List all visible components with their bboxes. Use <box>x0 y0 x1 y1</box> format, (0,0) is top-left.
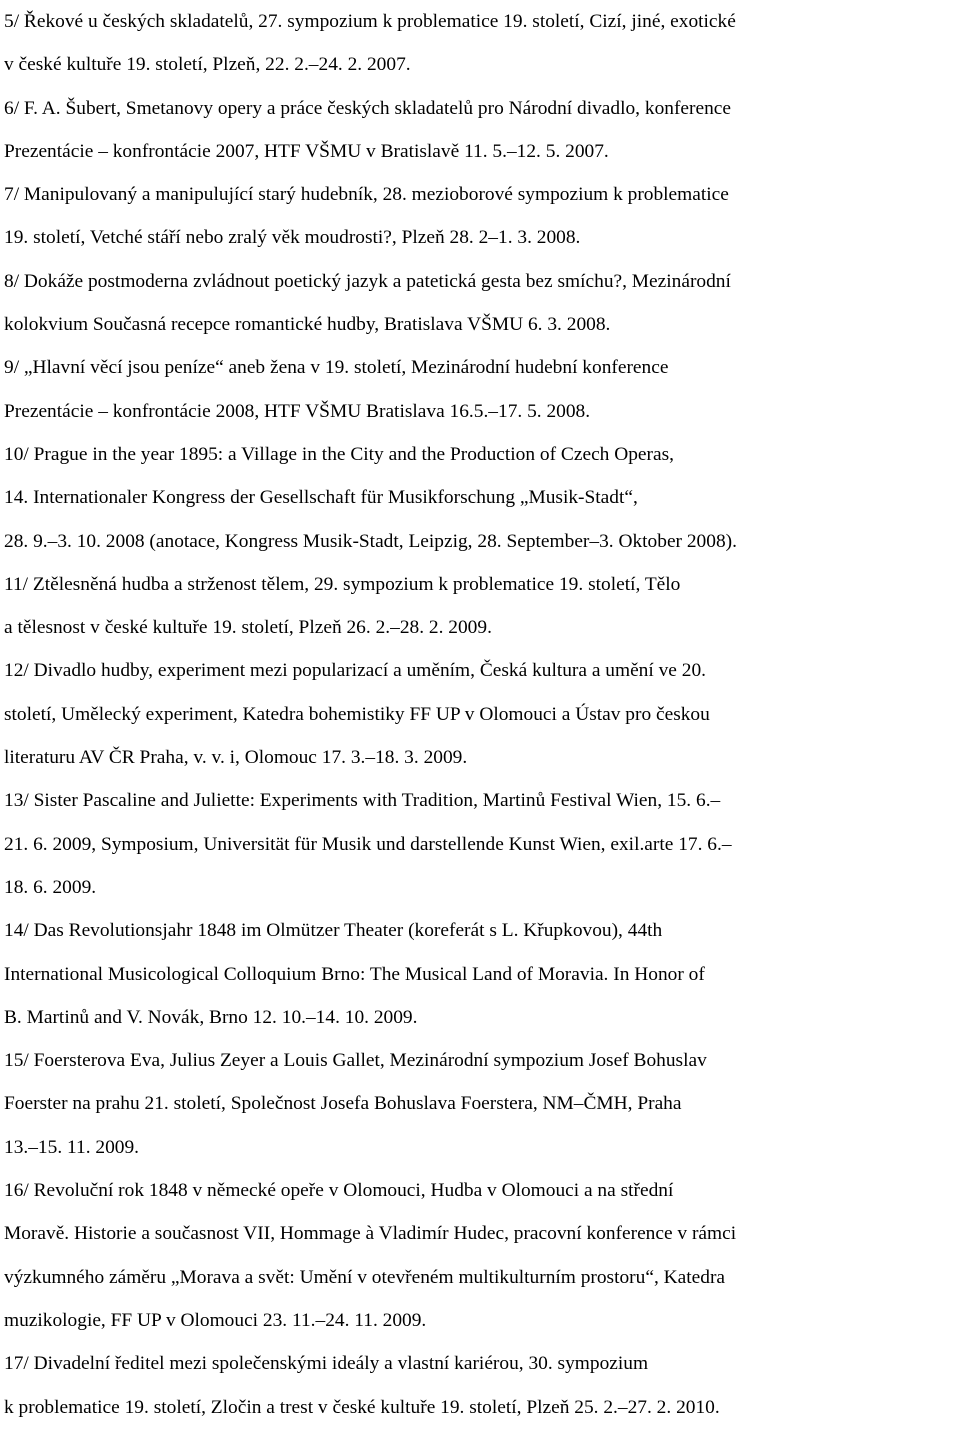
entry-line: 16/ Revoluční rok 1848 v německé opeře v Olomouci, Hudba v Olomouci a na střední <box>4 1180 674 1202</box>
entry-line: 15/ Foersterova Eva, Julius Zeyer a Louis Gallet, Mezinárodní sympozium Josef Bohuslav <box>4 1050 707 1072</box>
document-page <box>4 0 958 1429</box>
entry-13 <box>4 779 958 909</box>
entry-12 <box>4 649 958 779</box>
entry-14 <box>4 909 958 1039</box>
entry-line: 17/ Divadelní ředitel mezi společenskými ideály a vlastní kariérou, 30. sympozium <box>4 1353 649 1375</box>
entry-line: 14. Internationaler Kongress der Gesellschaft für Musikforschung „Musik-Stadt“, <box>4 487 638 509</box>
entry-line: kolokvium Současná recepce romantické hudby, Bratislava VŠMU 6. 3. 2008. <box>4 314 611 336</box>
entry-10 <box>4 433 958 563</box>
entry-line: Moravě. Historie a současnost VII, Hommage à Vladimír Hudec, pracovní konference v rámci <box>4 1223 737 1245</box>
entry-9 <box>4 346 958 433</box>
entry-line: 14/ Das Revolutionsjahr 1848 im Olmützer Theater (koreferát s L. Křupkovou), 44th <box>4 920 663 942</box>
entry-line: 8/ Dokáže postmoderna zvládnout poetický jazyk a patetická gesta bez smíchu?, Mezinárodní <box>4 270 731 292</box>
entry-line: století, Umělecký experiment, Katedra bohemistiky FF UP v Olomouci a Ústav pro českou <box>4 703 710 725</box>
entry-line: International Musicological Colloquium Brno: The Musical Land of Moravia. In Honor of <box>4 963 705 985</box>
entry-line: 21. 6. 2009, Symposium, Universität für Musik und darstellende Kunst Wien, exil.arte 17. 6.– <box>4 833 732 855</box>
entry-line: 9/ „Hlavní věcí jsou peníze“ aneb žena v 19. století, Mezinárodní hudební konference <box>4 357 669 379</box>
entry-line: 11/ Ztělesněná hudba a strženost tělem, 29. sympozium k problematice 19. století, Tělo <box>4 573 681 595</box>
entry-line: Foerster na prahu 21. století, Společnost Josefa Bohuslava Foerstera, NM–ČMH, Praha <box>4 1093 682 1115</box>
entry-line: 18. 6. 2009. <box>4 876 97 898</box>
entry-6 <box>4 87 958 174</box>
entry-line: muzikologie, FF UP v Olomouci 23. 11.–24. 11. 2009. <box>4 1309 427 1331</box>
entry-11 <box>4 563 958 650</box>
entry-line: 28. 9.–3. 10. 2008 (anotace, Kongress Musik-Stadt, Leipzig, 28. September–3. Oktober 2008). <box>4 530 737 552</box>
entry-line: a tělesnost v české kultuře 19. století, Plzeň 26. 2.–28. 2. 2009. <box>4 617 492 639</box>
entry-15 <box>4 1039 958 1169</box>
entry-line: 7/ Manipulovaný a manipulující starý hudebník, 28. mezioborové sympozium k problematice <box>4 184 729 206</box>
entry-line: 10/ Prague in the year 1895: a Village in the City and the Production of Czech Operas, <box>4 443 674 465</box>
entry-5 <box>4 0 958 87</box>
entry-line: 13/ Sister Pascaline and Juliette: Experiments with Tradition, Martinů Festival Wien, 15. 6.– <box>4 790 721 812</box>
entry-8 <box>4 260 958 347</box>
entry-line: 12/ Divadlo hudby, experiment mezi popularizací a uměním, Česká kultura a umění ve 20. <box>4 660 706 682</box>
entry-line: Prezentácie – konfrontácie 2008, HTF VŠMU Bratislava 16.5.–17. 5. 2008. <box>4 400 591 422</box>
entry-16 <box>4 1169 958 1342</box>
entry-line: výzkumného záměru „Morava a svět: Umění v otevřeném multikulturním prostoru“, Katedra <box>4 1266 726 1288</box>
entry-line: v české kultuře 19. století, Plzeň, 22. 2.–24. 2. 2007. <box>4 54 411 76</box>
entry-line: B. Martinů and V. Novák, Brno 12. 10.–14. 10. 2009. <box>4 1006 418 1028</box>
entry-line: 19. století, Vetché stáří nebo zralý věk moudrosti?, Plzeň 28. 2–1. 3. 2008. <box>4 227 581 249</box>
entry-7 <box>4 173 958 260</box>
entry-line: 6/ F. A. Šubert, Smetanovy opery a práce českých skladatelů pro Národní divadlo, konference <box>4 97 731 119</box>
entry-line: k problematice 19. století, Zločin a trest v české kultuře 19. století, Plzeň 25. 2.–27. 2. 2010. <box>4 1396 720 1418</box>
entry-line: literaturu AV ČR Praha, v. v. i, Olomouc 17. 3.–18. 3. 2009. <box>4 747 468 769</box>
entry-line: Prezentácie – konfrontácie 2007, HTF VŠMU v Bratislavě 11. 5.–12. 5. 2007. <box>4 140 609 162</box>
entry-line: 5/ Řekové u českých skladatelů, 27. sympozium k problematice 19. století, Cizí, jiné, exotické <box>4 11 736 32</box>
entry-17 <box>4 1342 958 1429</box>
entry-line: 13.–15. 11. 2009. <box>4 1136 140 1158</box>
